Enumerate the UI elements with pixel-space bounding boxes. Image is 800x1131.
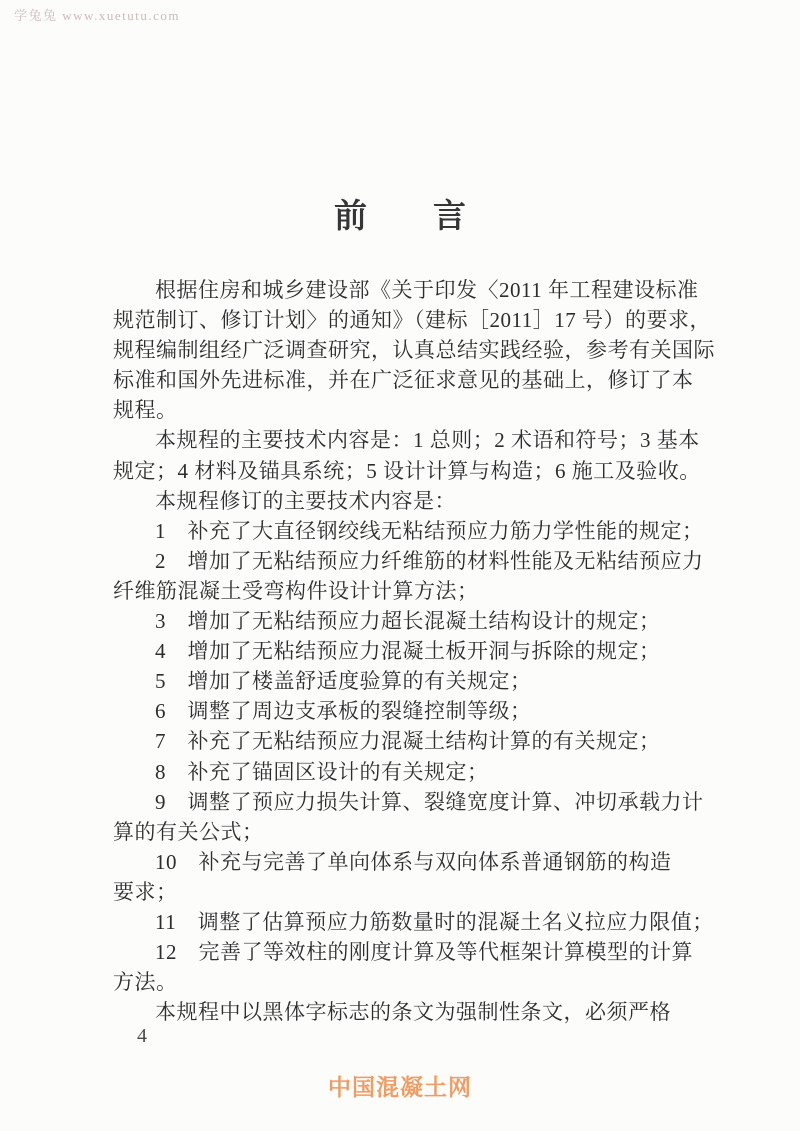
body-text (113, 275, 715, 1027)
text-line: 7 补充了无粘结预应力混凝土结构计算的有关规定； (155, 729, 661, 754)
text-line: 5 增加了楼盖舒适度验算的有关规定； (155, 669, 532, 694)
text-line: 根据住房和城乡建设部《关于印发〈2011 年工程建设标准 (155, 278, 699, 302)
text-line: 1 补充了大直径钢绞线无粘结预应力筋力学性能的规定； (155, 518, 704, 543)
text-line: 规程。 (113, 398, 178, 423)
page-number: 4 (137, 1025, 147, 1047)
text-line: 9 调整了预应力损失计算、裂缝宽度计算、冲切承载力计 (155, 789, 704, 814)
text-line: 算的有关公式； (113, 819, 264, 844)
text-line: 10 补充与完善了单向体系与双向体系普通钢筋的构造 (155, 849, 672, 874)
footer-site-name: 中国混凝土网 (328, 1075, 472, 1100)
text-line: 12 完善了等效柱的刚度计算及等代框架计算模型的计算 (155, 940, 693, 965)
text-line: 8 补充了锚固区设计的有关规定； (155, 759, 489, 784)
text-line: 2 增加了无粘结预应力纤维筋的材料性能及无粘结预应力 (155, 548, 704, 573)
text-line: 本规程修订的主要技术内容是： (155, 488, 456, 513)
text-line: 规范制订、修订计划〉的通知》（建标［2011］17 号）的要求， (113, 308, 711, 333)
text-line: 要求； (113, 879, 178, 904)
page-title: 前 言 (334, 199, 466, 235)
text-line: 纤维筋混凝土受弯构件设计计算方法； (113, 578, 479, 603)
text-line: 6 调整了周边支承板的裂缝控制等级； (155, 699, 532, 724)
text-line: 本规程的主要技术内容是：1 总则；2 术语和符号；3 基本 (155, 428, 700, 453)
text-line: 标准和国外先进标准，并在广泛征求意见的基础上，修订了本 (113, 368, 694, 393)
watermark-text: 学兔兔 www.xuetutu.com (14, 8, 180, 23)
text-line: 方法。 (113, 970, 178, 995)
text-line: 11 调整了估算预应力筋数量时的混凝土名义拉应力限值； (155, 909, 714, 934)
text-line: 规定；4 材料及锚具系统；5 设计计算与构造；6 施工及验收。 (113, 458, 701, 483)
text-line: 本规程中以黑体字标志的条文为强制性条文，必须严格 (155, 1000, 671, 1025)
text-line: 3 增加了无粘结预应力超长混凝土结构设计的规定； (155, 609, 661, 634)
text-line: 4 增加了无粘结预应力混凝土板开洞与拆除的规定； (155, 639, 661, 664)
text-line: 规程编制组经广泛调查研究，认真总结实践经验，参考有关国际 (113, 338, 715, 363)
